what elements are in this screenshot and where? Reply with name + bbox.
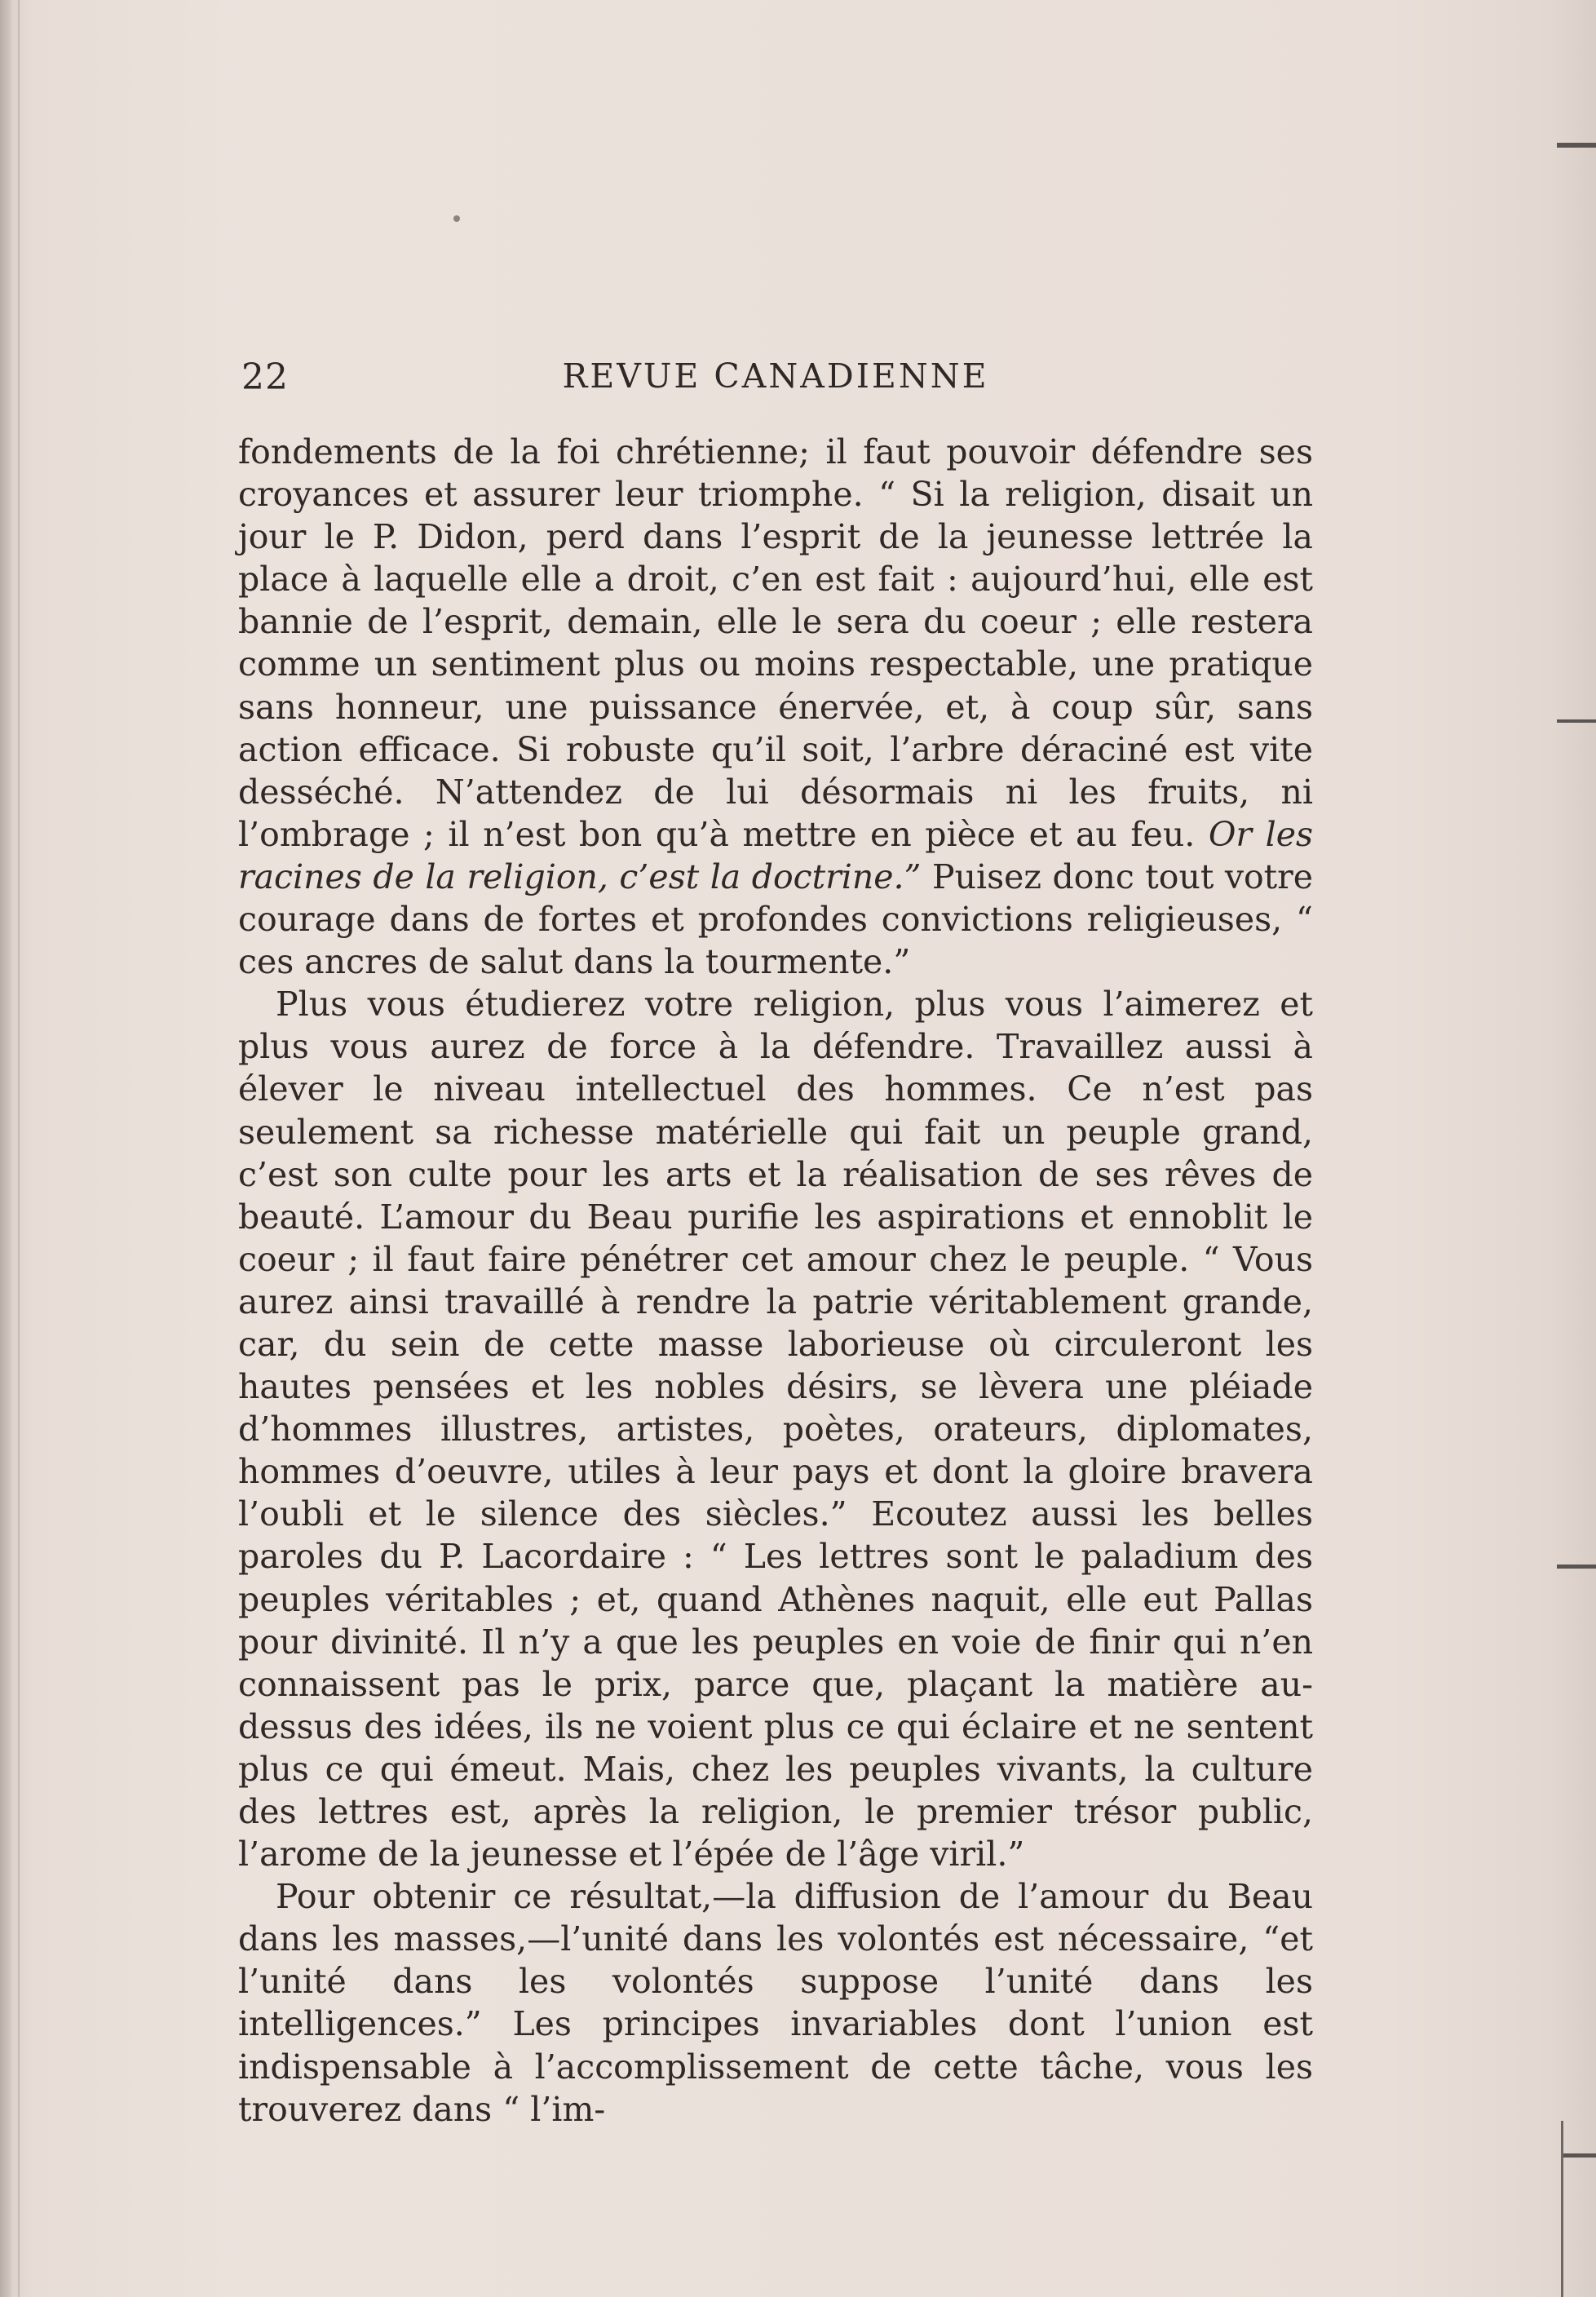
page-left-edge (0, 0, 11, 2297)
running-head: REVUE CANADIENNE (562, 356, 989, 396)
body-text (238, 431, 1313, 2131)
margin-mark (1563, 2153, 1596, 2158)
page-header (238, 356, 1313, 405)
text-segment: Puisez donc tout votre courage dans de fortes et profondes convictions religieuses, “ ces ancres de salut dans la tourmente.” (238, 856, 1314, 982)
text-segment: Pour obtenir ce résultat,—la diffusion de l’amour du Beau dans les masses,—l’unité dans les volontés est nécessaire, “et l’unité dans les volontés suppose l’unité dans les intelligences.” Les principes invariables dont l’union est indispensable à l’accomplissement de cette tâche, vous les trouverez dans “ l’im- (238, 1877, 1313, 2129)
margin-mark (1557, 719, 1596, 723)
paragraph (238, 431, 1313, 983)
page-binding-line (18, 0, 20, 2297)
margin-mark (1557, 1565, 1596, 1569)
paragraph (238, 983, 1313, 1875)
italic-quote: Or les racines de la religion, c’est la doctrine.” (238, 814, 1313, 896)
paper-speck (453, 215, 460, 222)
text-segment: Plus vous étudierez votre religion, plus vous l’aimerez et plus vous aurez de force à la défendre. Travaillez aussi à élever le niveau intellectuel des hommes. Ce n’est pas seulement sa richesse matérielle qui fait un peuple grand, c’est son culte pour les arts et la réalisation de ses rêves de beauté. L’amour du Beau purifie les aspirations et ennoblit le coeur ; il faut faire pénétrer cet amour chez le peuple. “ Vous aurez ainsi travaillé à rendre la patrie véritablement grande, car, du sein de cette masse laborieuse où circuleront les hautes pensées et les nobles désirs, se lèvera une pléiade d’hommes illustres, artistes, poètes, orateurs, diplomates, hommes d’oeuvre, utiles à leur pays et dont la gloire bravera l’oubli et le silence des siècles.” Ecoutez aussi les belles paroles du P. Lacordaire : “ Les lettres sont le paladium des peuples véritables ; et, quand Athènes naquit, elle eut Pallas pour divinité. Il n’y a que les peuples en voie de finir qui n’en connaissent pas le prix, parce que, plaçant la matière au-dessus des idées, ils ne voient plus ce qui éclaire et ne sentent plus ce qui émeut. Mais, chez les peuples vivants, la culture des lettres est, après la religion, le premier trésor public, l’arome de la jeunesse et l’épée de l’âge viril.” (238, 985, 1313, 1874)
text-segment: fondements de la foi chrétienne; il faut pouvoir défendre ses croyances et assurer leur triomphe. “ Si la religion, disait un jour le P. Didon, perd dans l’esprit de la jeunesse lettrée la place à laquelle elle a droit, c’en est fait : aujourd’hui, elle est bannie de l’esprit, demain, elle le sera du coeur ; elle restera comme un sentiment plus ou moins respectable, une pratique sans honneur, une puissance énervée, et, à coup sûr, sans action efficace. Si robuste qu’il soit, l’arbre déraciné est vite desséché. N’attendez de lui désormais ni les fruits, ni l’ombrage ; il n’est bon qu’à mettre en pièce et au feu. (238, 432, 1313, 854)
margin-rule (1561, 2121, 1563, 2297)
page-number: 22 (241, 356, 289, 398)
paragraph (238, 1875, 1313, 2131)
margin-mark (1557, 143, 1596, 148)
